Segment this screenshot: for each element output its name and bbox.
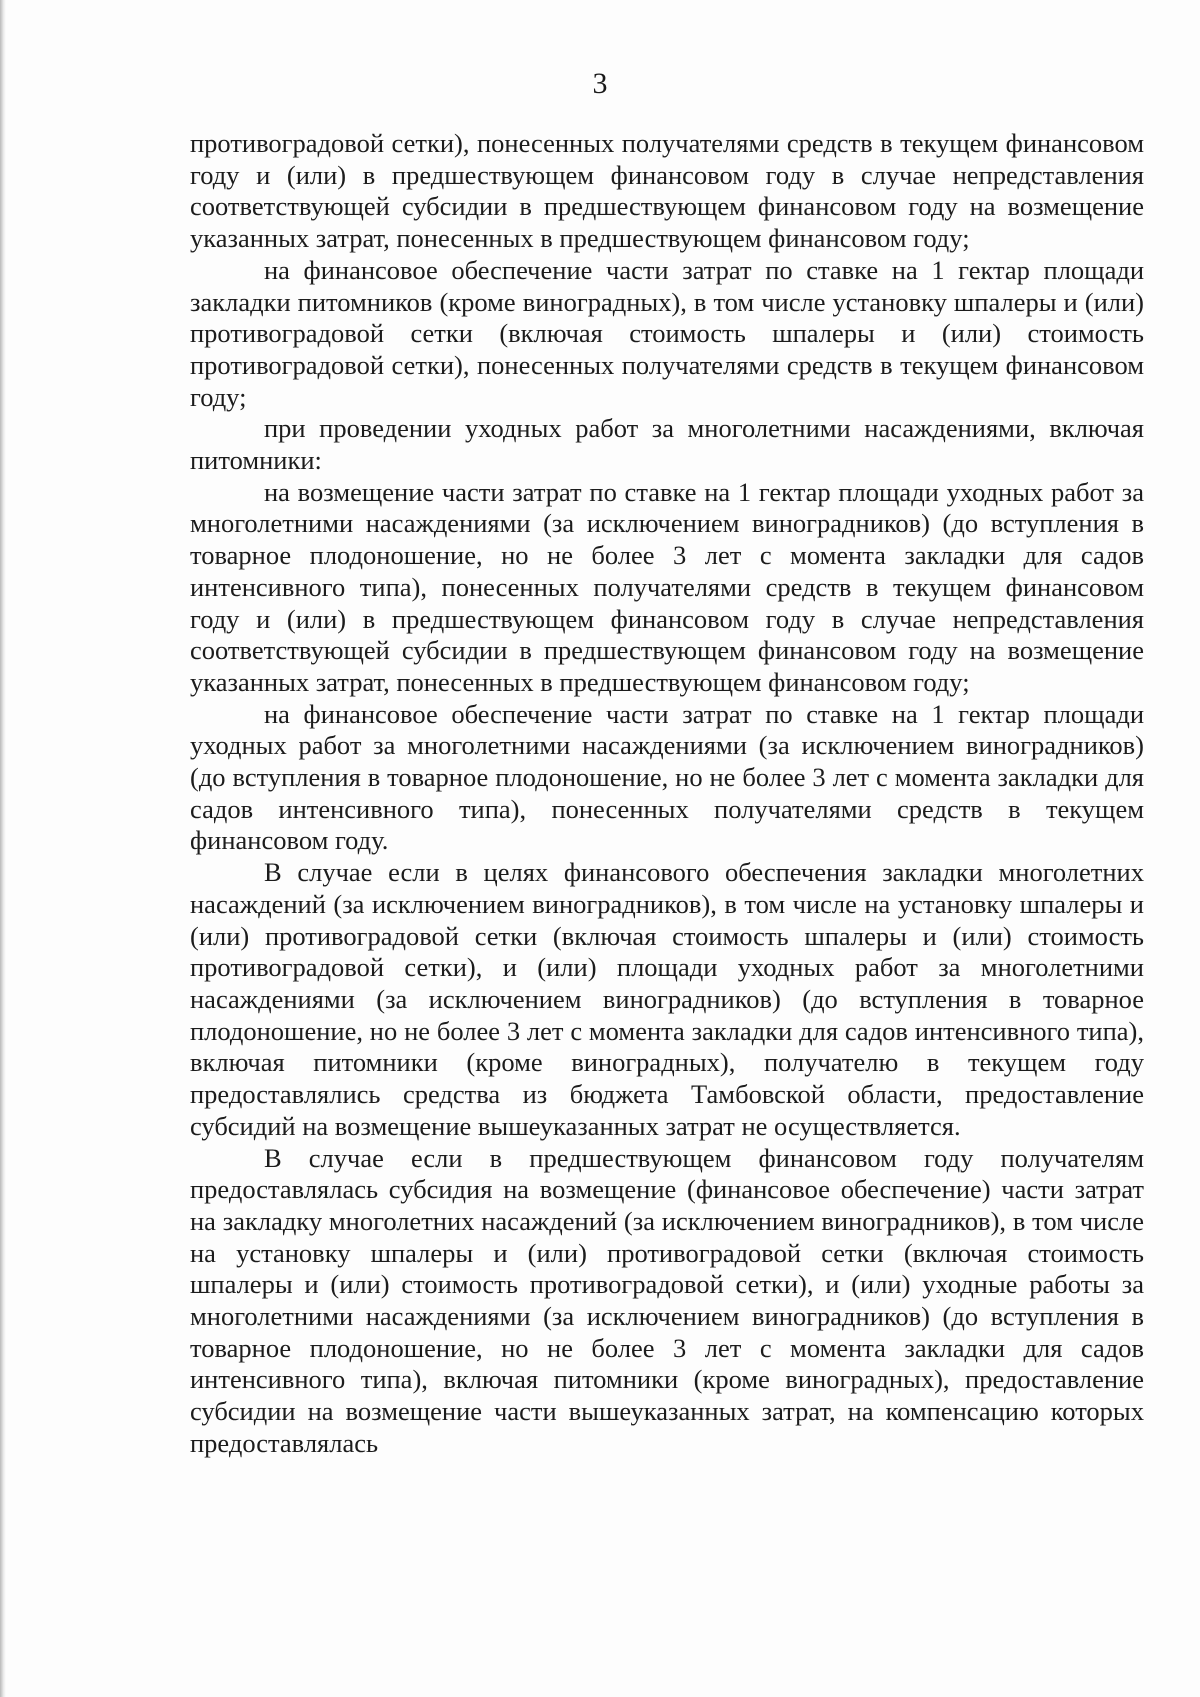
paragraph-nursery-financing: на финансовое обеспечение части затрат по ставке на 1 гектар площади закладки питомников (кроме виноградных), в том числе установку шпалеры и (или) противоградовой сетки (включая стоимость шпалеры и (или) стоимость противоградовой сетки), понесенных получателями средств в текущем финансовом году; [190, 254, 1144, 412]
document-body [190, 128, 1144, 1460]
paragraph-budget-exclusion: В случае если в целях финансового обеспечения закладки многолетних насаждений (за исключением виноградников), в том числе на установку шпалеры и (или) противоградовой сетки (включая стоимость шпалеры и (или) стоимость противоградовой сетки), и (или) площади уходных работ за многолетними насаждениями (за исключением виноградников) (до вступления в товарное плодоношение, но не более 3 лет с момента закладки для садов интенсивного типа), включая питомники (кроме виноградных), получателю в текущем году предоставлялись средства из бюджета Тамбовской области, предоставление субсидий на возмещение вышеуказанных затрат не осуществляется. [190, 857, 1144, 1141]
paragraph-maintenance-reimbursement: на возмещение части затрат по ставке на 1 гектар площади уходных работ за многолетними насаждениями (за исключением виноградников) (до вступления в товарное плодоношение, но не более 3 лет с момента закладки для садов интенсивного типа), понесенных получателями средств в текущем финансовом году и (или) в предшествующем финансовом году в случае непредставления соответствующей субсидии в предшествующем финансовом году на возмещение указанных затрат, понесенных в предшествующем финансовом году; [190, 476, 1144, 697]
paragraph-maintenance-financing: на финансовое обеспечение части затрат по ставке на 1 гектар площади уходных работ за многолетними насаждениями (за исключением виноградников) (до вступления в товарное плодоношение, но не более 3 лет с момента закладки для садов интенсивного типа), понесенных получателями средств в текущем финансовом году. [190, 698, 1144, 856]
page-number: 3 [592, 67, 608, 100]
paragraph-maintenance-heading: при проведении уходных работ за многолетними насаждениями, включая питомники: [190, 413, 1144, 476]
paragraph-previous-year-subsidy: В случае если в предшествующем финансовом году получателям предоставлялась субсидия на возмещение (финансовое обеспечение) части затрат на закладку многолетних насаждений (за исключением виноградников), в том числе на установку шпалеры и (или) противоградовой сетки (включая стоимость шпалеры и (или) стоимость противоградовой сетки), и (или) уходные работы за многолетними насаждениями (за исключением виноградников) (до вступления в товарное плодоношение, но не более 3 лет с момента закладки для садов интенсивного типа), включая питомники (кроме виноградных), предоставление субсидии на возмещение части вышеуказанных затрат, на компенсацию которых предоставлялась [190, 1142, 1144, 1458]
paragraph-continuation: противоградовой сетки), понесенных получателями средств в текущем финансовом году и (или) в предшествующем финансовом году в случае непредставления соответствующей субсидии в предшествующем финансовом году на возмещение указанных затрат, понесенных в предшествующем финансовом году; [190, 128, 1144, 254]
scan-edge-shadow [0, 0, 6, 1697]
